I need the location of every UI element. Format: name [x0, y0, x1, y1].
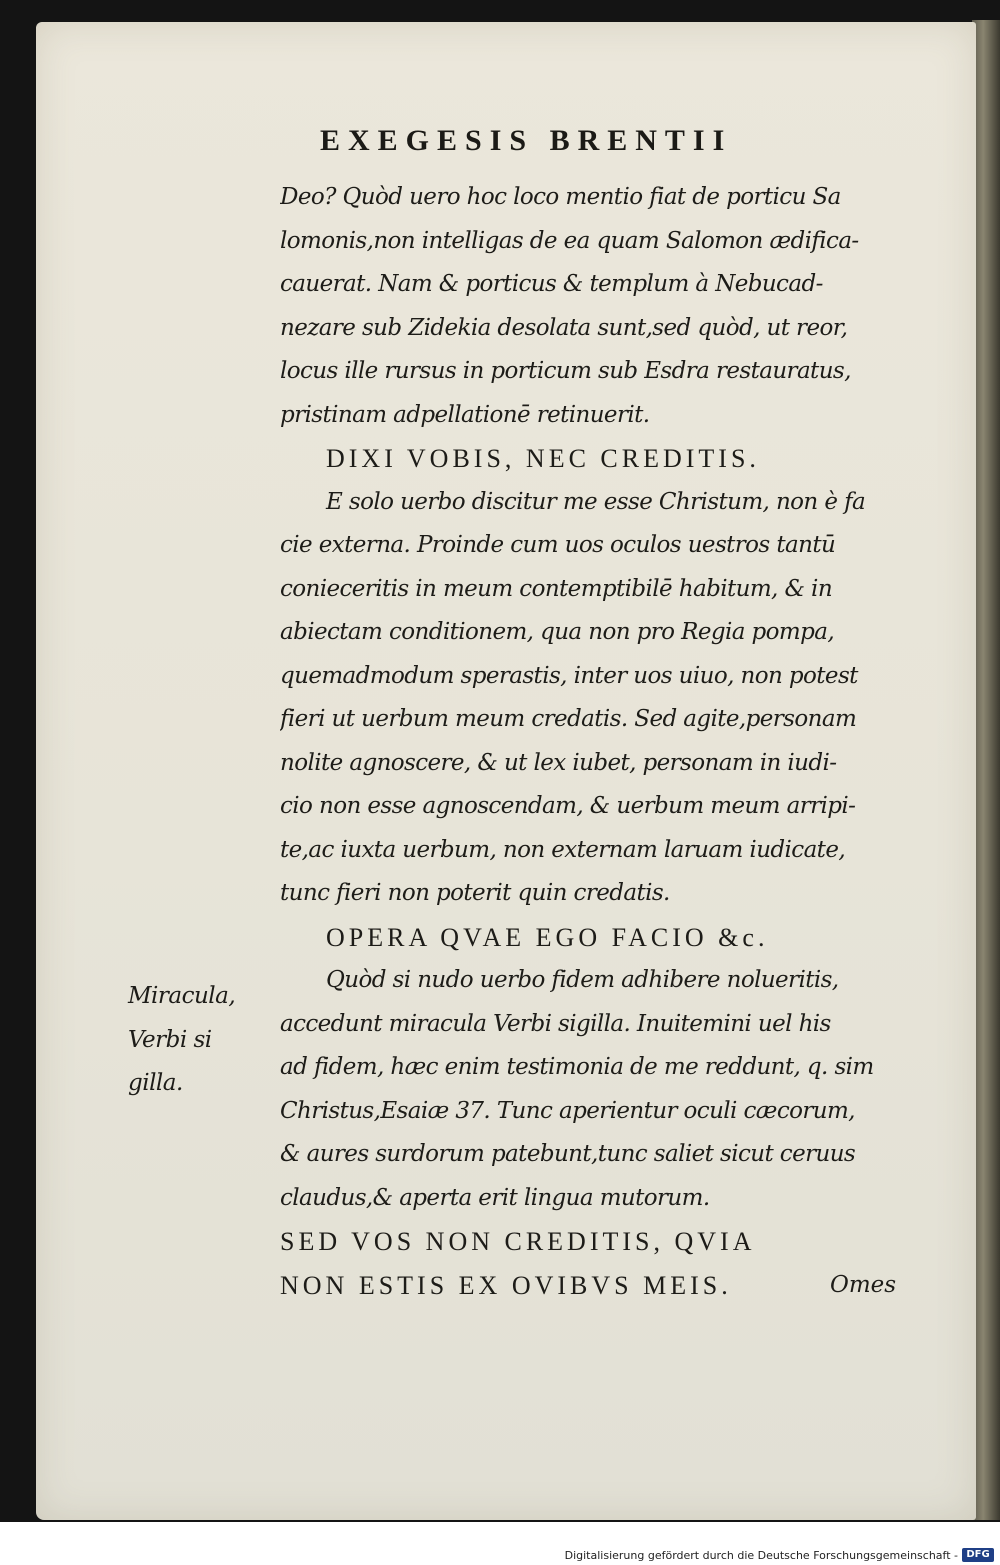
section-heading: OPERA QVAE EGO FACIO &c.: [326, 922, 769, 952]
text-line: Christus,Esaiæ 37. Tunc aperientur oculi cæcorum,: [280, 1097, 855, 1124]
section-heading: DIXI VOBIS, NEC CREDITIS.: [326, 444, 760, 473]
dfg-logo: DFG: [962, 1548, 994, 1562]
text-line: ad fidem, hæc enim testimonia de me reddunt, q. sim: [280, 1054, 874, 1080]
margin-note: [128, 975, 268, 1106]
footer-credit: Digitalisierung gefördert durch die Deutsche Forschungsgemeinschaft -: [564, 1549, 958, 1562]
text-line: conieceritis in meum contemptibilē habitum, & in: [280, 575, 833, 602]
text-line: Quòd si nudo uerbo fidem adhibere nolueritis,: [326, 967, 839, 993]
text-line: nezare sub Zidekia desolata sunt,sed quòd, ut reor,: [280, 314, 848, 341]
text-line: locus ille rursus in porticum sub Esdra restauratus,: [280, 358, 851, 384]
margin-note-line: Miracula,: [128, 983, 236, 1009]
text-line: cauerat. Nam & porticus & templum à Nebucad-: [280, 271, 823, 297]
text-line: quemadmodum sperastis, inter uos uiuo, non potest: [280, 662, 858, 689]
section-heading: SED VOS NON CREDITIS, QVIA: [280, 1227, 756, 1256]
text-line: E solo uerbo discitur me esse Christum, non è fa: [326, 488, 866, 515]
margin-note-line: gilla.: [128, 1070, 183, 1096]
text-line: lomonis,non intelligas de ea quam Salomon ædifica-: [280, 227, 859, 254]
book-edge: [972, 20, 1000, 1520]
text-line: accedunt miracula Verbi sigilla. Inuitemini uel his: [280, 1010, 831, 1037]
section-heading: NON ESTIS EX OVIBVS MEIS.: [280, 1270, 732, 1300]
catchword: Omes: [830, 1272, 897, 1298]
text-line: nolite agnoscere, & ut lex iubet, personam in iudi-: [280, 749, 837, 776]
text-line: pristinam adpellationē retinuerit.: [280, 401, 650, 428]
text-line: fieri ut uerbum meum credatis. Sed agite,personam: [280, 706, 857, 732]
text-line: cio non esse agnoscendam, & uerbum meum arripi-: [280, 793, 856, 819]
text-line: abiectam conditionem, qua non pro Regia pompa,: [280, 619, 835, 645]
margin-note-line: Verbi si: [128, 1026, 212, 1053]
text-line: cie externa. Proinde cum uos oculos uestros tantū: [280, 532, 836, 558]
text-line: Deo? Quòd uero hoc loco mentio fiat de porticu Sa: [280, 184, 841, 210]
text-line: & aures surdorum patebunt,tunc saliet sicut ceruus: [280, 1141, 856, 1167]
running-head: EXEGESIS BRENTII: [320, 124, 733, 157]
text-line: tunc fieri non poterit quin credatis.: [280, 880, 670, 906]
text-line: claudus,& aperta erit lingua mutorum.: [280, 1184, 710, 1211]
text-line: te,ac iuxta uerbum, non externam laruam iudicate,: [280, 836, 846, 863]
main-text: [280, 176, 905, 1307]
